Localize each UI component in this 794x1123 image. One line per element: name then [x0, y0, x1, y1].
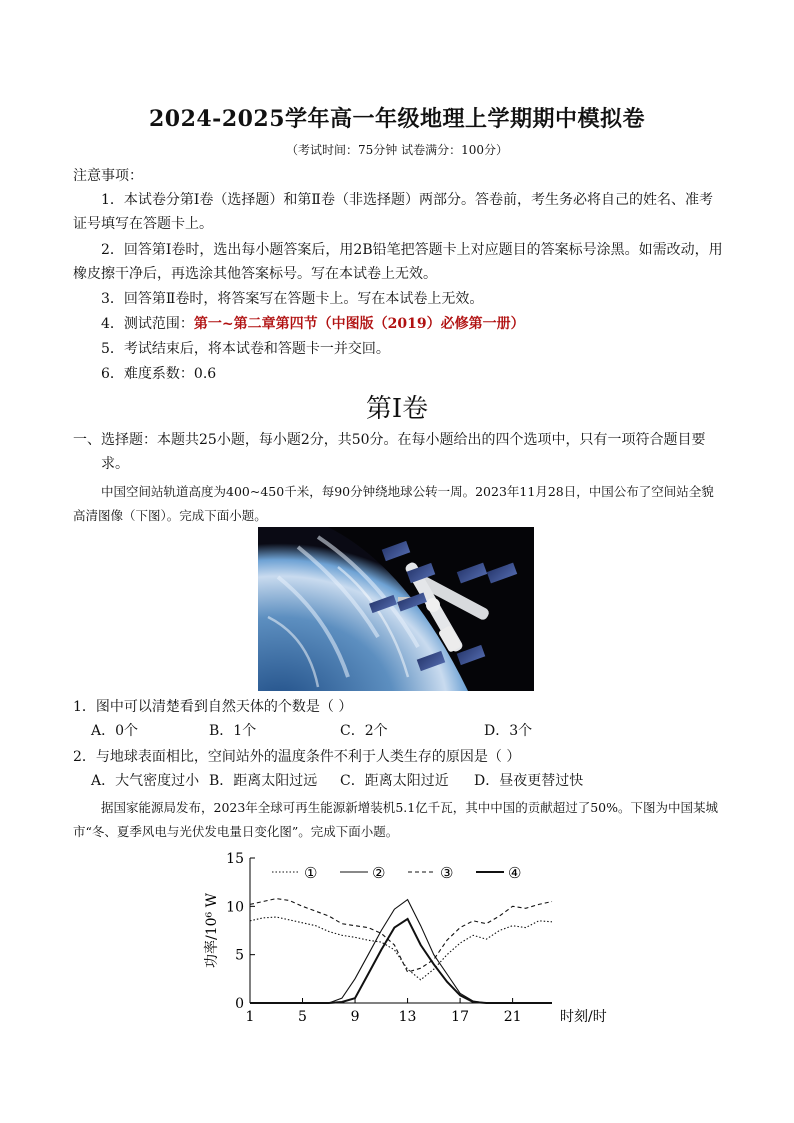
x-tick-label: 21 [503, 1009, 522, 1025]
legend-label-1: ① [304, 864, 318, 882]
y-tick-label: 0 [235, 996, 244, 1012]
x-tick-label: 1 [245, 1009, 255, 1025]
notice-item-3: 3．回答第Ⅱ卷时，将答案写在答题卡上。写在本试卷上无效。 [101, 291, 484, 307]
section-instruction: 一、选择题：本题共25小题，每小题2分，共50分。在每小题给出的四个选项中，只有一项符合题目要求。 [73, 432, 706, 472]
question-1-options [91, 720, 731, 740]
question-2-options [91, 770, 731, 790]
x-tick-label: 17 [451, 1009, 470, 1025]
series-line-3 [250, 899, 552, 973]
x-tick-label: 13 [398, 1009, 417, 1025]
legend-label-2: ② [372, 864, 386, 882]
exam-info: （考试时间：75分钟 试卷满分：100分） [286, 143, 508, 157]
notice-item-2: 2．回答第Ⅰ卷时，选出每小题答案后，用2B铅笔把答题卡上对应题目的答案标号涂黑。如需改动，用橡皮擦干净后，再选涂其他答案标号。写在本试卷上无效。 [73, 242, 723, 282]
q1-option-a[interactable]: A．0个 [91, 723, 139, 739]
notice-item-1: 1．本试卷分第Ⅰ卷（选择题）和第Ⅱ卷（非选择题）两部分。答卷前，考生务必将自己的姓名、准考证号填写在答题卡上。 [73, 192, 713, 232]
notice-item-5: 5．考试结束后，将本试卷和答题卡一并交回。 [101, 341, 390, 357]
scope-text: 第一~第二章第四节（中图版（2019）必修第一册） [193, 316, 525, 332]
y-tick-label: 5 [235, 947, 244, 964]
question-2-stem: 2．与地球表面相比，空间站外的温度条件不利于人类生存的原因是（ ） [73, 749, 521, 765]
page-title: 2024-2025学年高一年级地理上学期期中模拟卷 [148, 106, 646, 132]
y-tick-label: 10 [226, 899, 244, 916]
notice-heading: 注意事项： [73, 168, 143, 184]
q1-option-c[interactable]: C．2个 [340, 723, 388, 739]
material-2: 据国家能源局发布，2023年全球可再生能源新增装机5.1亿千瓦，其中中国的贡献超过了50%。下图为中国某城市“冬、夏季风电与光伏发电量日变化图”。完成下面小题。 [73, 800, 718, 839]
q2-option-a[interactable]: A．大气密度过小 [91, 773, 200, 789]
space-station-photo [258, 527, 534, 691]
legend-label-3: ③ [440, 864, 454, 882]
y-tick-label: 15 [226, 851, 244, 867]
q1-option-d[interactable]: D．3个 [484, 723, 533, 739]
series-line-1 [250, 917, 552, 980]
x-tick-label: 5 [298, 1009, 307, 1025]
q2-option-b[interactable]: B．距离太阳过远 [209, 773, 318, 789]
material-1: 中国空间站轨道高度为400~450千米，每90分钟绕地球公转一周。2023年11月28日，中国公布了空间站全貌高清图像（下图）。完成下面小题。 [73, 484, 714, 523]
power-line-chart [200, 846, 607, 1026]
notice-item-4 [73, 312, 723, 336]
series-line-4 [250, 919, 552, 1003]
y-axis-label: 功率/10⁶ W [204, 893, 220, 968]
series-line-2 [250, 900, 552, 1003]
question-1-stem: 1．图中可以清楚看到自然天体的个数是（ ） [73, 699, 353, 715]
x-axis-label: 时刻/时 [560, 1009, 607, 1025]
scope-prefix: 4．测试范围： [101, 316, 194, 332]
section-title: 第Ⅰ卷 [365, 394, 429, 424]
x-tick-label: 9 [350, 1009, 360, 1025]
q1-option-b[interactable]: B．1个 [209, 723, 257, 739]
q2-option-c[interactable]: C．距离太阳过近 [340, 773, 449, 789]
notice-item-6: 6．难度系数：0.6 [101, 366, 217, 382]
legend-label-4: ④ [508, 864, 522, 882]
q2-option-d[interactable]: D．昼夜更替过快 [474, 773, 584, 789]
